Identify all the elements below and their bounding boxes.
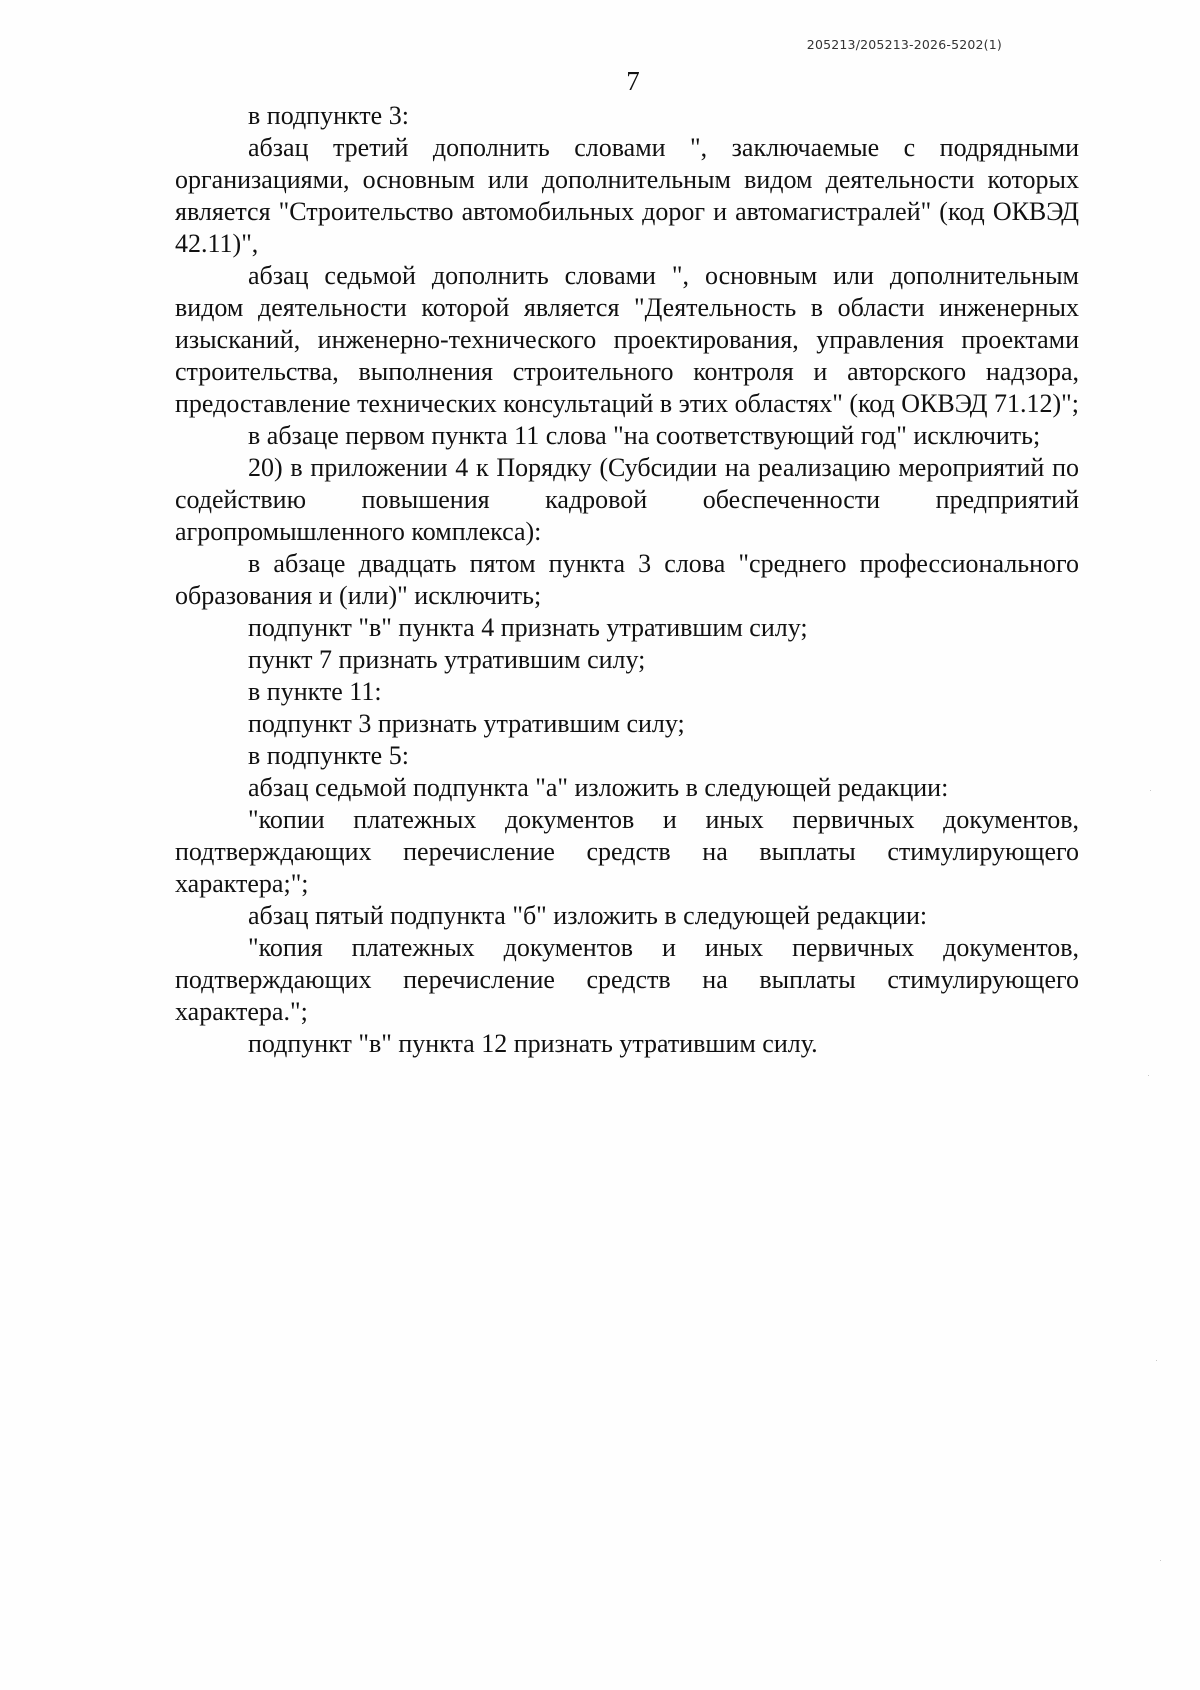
paragraph: "копия платежных документов и иных первичных документов, подтверждающих перечисление средств на выплаты стимулирующего характера."; [175, 933, 1079, 1026]
scan-speck [1160, 1560, 1161, 1561]
scan-speck [1148, 1075, 1149, 1076]
paragraph: абзац седьмой дополнить словами ", основным или дополнительным видом деятельности которой является "Деятельность в области инженерных изысканий, инженерно-технического проектирования, управления проектами строительства, выполнения строительного контроля и авторского надзора, предоставление технических консультаций в этих областях" (код ОКВЭД 71.12)"; [175, 261, 1079, 418]
page-number: 7 [626, 66, 640, 96]
paragraph: в пункте 11: [248, 677, 382, 706]
paragraph: подпункт 3 признать утратившим силу; [248, 709, 685, 738]
paragraph: подпункт "в" пункта 4 признать утратившим силу; [248, 613, 808, 642]
paragraph: пункт 7 признать утратившим силу; [248, 645, 646, 674]
paragraph: абзац третий дополнить словами ", заключаемые с подрядными организациями, основным или дополнительным видом деятельности которых является "Строительство автомобильных дорог и автомагистралей" (код ОКВЭД 42.11)", [175, 133, 1079, 258]
scan-speck [1156, 1360, 1157, 1361]
paragraph: в абзаце первом пункта 11 слова "на соответствующий год" исключить; [248, 421, 1041, 450]
paragraph: подпункт "в" пункта 12 признать утратившим силу. [248, 1029, 818, 1058]
paragraph: абзац седьмой подпункта "а" изложить в следующей редакции: [248, 773, 949, 802]
scan-speck [1150, 790, 1151, 791]
paragraph: в абзаце двадцать пятом пункта 3 слова "среднего профессионального образования и (или)" исключить; [175, 549, 1079, 610]
paragraph: в подпункте 5: [248, 741, 409, 770]
document-id: 205213/205213-2026-5202(1) [806, 37, 1002, 52]
paragraph: 20) в приложении 4 к Порядку (Субсидии на реализацию мероприятий по содействию повышения кадровой обеспеченности предприятий агропромышленного комплекса): [175, 453, 1079, 546]
paragraph: "копии платежных документов и иных первичных документов, подтверждающих перечисление средств на выплаты стимулирующего характера;"; [175, 805, 1079, 898]
document-body [175, 100, 1079, 1060]
paragraph: абзац пятый подпункта "б" изложить в следующей редакции: [248, 901, 928, 930]
paragraph: в подпункте 3: [248, 101, 409, 130]
